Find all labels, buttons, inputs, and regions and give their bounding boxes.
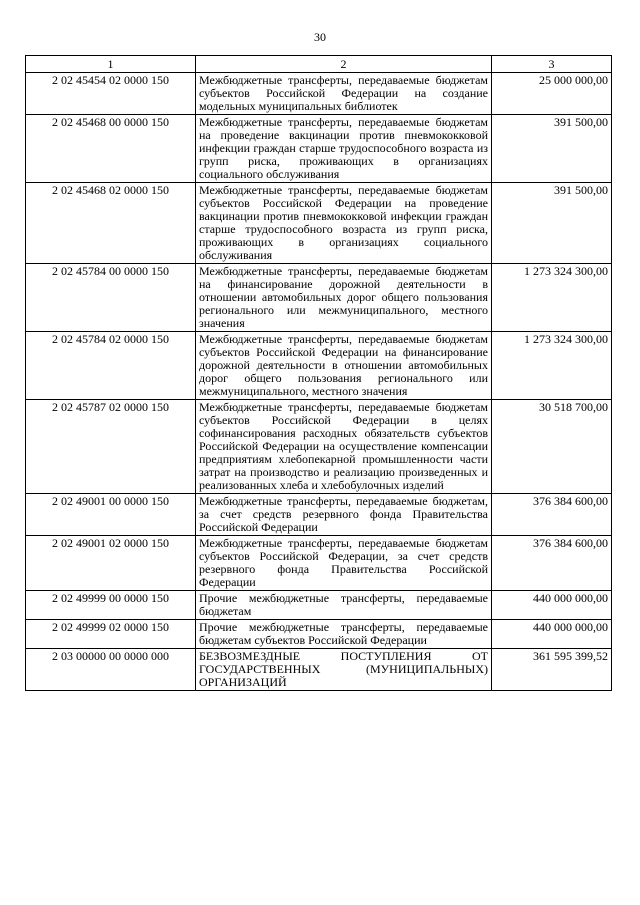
row-description: Межбюджетные трансферты, передаваемые бюджетам субъектов Российской Федерации на финансирование дорожной деятельности в отношении автомобильных дорог общего пользования регионального или межмуниципального, местного значения [196, 332, 492, 400]
row-amount: 361 595 399,52 [492, 649, 612, 691]
table-row [26, 73, 612, 115]
row-code: 2 02 49999 00 0000 150 [26, 591, 196, 620]
row-description: Межбюджетные трансферты, передаваемые бюджетам, за счет средств резервного фонда Правительства Российской Федерации [196, 494, 492, 536]
column-header-description: 2 [196, 56, 492, 73]
row-amount: 30 518 700,00 [492, 400, 612, 494]
table-row [26, 115, 612, 183]
row-description: Прочие межбюджетные трансферты, передаваемые бюджетам [196, 591, 492, 620]
row-amount: 1 273 324 300,00 [492, 264, 612, 332]
row-code: 2 02 45468 02 0000 150 [26, 183, 196, 264]
column-header-code: 1 [26, 56, 196, 73]
row-description: БЕЗВОЗМЕЗДНЫЕ ПОСТУПЛЕНИЯ ОТ ГОСУДАРСТВЕННЫХ (МУНИЦИПАЛЬНЫХ) ОРГАНИЗАЦИЙ [196, 649, 492, 691]
row-code: 2 02 45784 00 0000 150 [26, 264, 196, 332]
row-code: 2 02 49001 00 0000 150 [26, 494, 196, 536]
budget-revenue-table [25, 55, 612, 691]
row-description: Межбюджетные трансферты, передаваемые бюджетам субъектов Российской Федерации на создание модельных муниципальных библиотек [196, 73, 492, 115]
page-number: 30 [314, 30, 326, 44]
table-row [26, 494, 612, 536]
row-description: Прочие межбюджетные трансферты, передаваемые бюджетам субъектов Российской Федерации [196, 620, 492, 649]
row-amount: 25 000 000,00 [492, 73, 612, 115]
table-row [26, 264, 612, 332]
table-row [26, 332, 612, 400]
row-code: 2 02 49001 02 0000 150 [26, 536, 196, 591]
table-row [26, 400, 612, 494]
row-amount: 440 000 000,00 [492, 591, 612, 620]
row-amount: 391 500,00 [492, 115, 612, 183]
row-amount: 440 000 000,00 [492, 620, 612, 649]
row-code: 2 03 00000 00 0000 000 [26, 649, 196, 691]
row-code: 2 02 45468 00 0000 150 [26, 115, 196, 183]
table-row [26, 183, 612, 264]
row-amount: 376 384 600,00 [492, 536, 612, 591]
table-row [26, 591, 612, 620]
row-description: Межбюджетные трансферты, передаваемые бюджетам субъектов Российской Федерации, за счет средств резервного фонда Правительства Российской Федерации [196, 536, 492, 591]
row-code: 2 02 45787 02 0000 150 [26, 400, 196, 494]
row-description: Межбюджетные трансферты, передаваемые бюджетам на проведение вакцинации против пневмококковой инфекции граждан старше трудоспособного возраста из групп риска, проживающих в организациях социального обслуживания [196, 115, 492, 183]
table-row [26, 649, 612, 691]
row-code: 2 02 45784 02 0000 150 [26, 332, 196, 400]
row-code: 2 02 45454 02 0000 150 [26, 73, 196, 115]
table-row [26, 620, 612, 649]
row-amount: 391 500,00 [492, 183, 612, 264]
row-description: Межбюджетные трансферты, передаваемые бюджетам на финансирование дорожной деятельности в отношении автомобильных дорог общего пользования регионального или межмуниципального, местного значения [196, 264, 492, 332]
table-header-row [26, 56, 612, 73]
row-description: Межбюджетные трансферты, передаваемые бюджетам субъектов Российской Федерации в целях софинансирования расходных обязательств субъектов Российской Федерации на осуществление компенсации предприятиям хлебопекарной промышленности части затрат на производство и реализацию произведенных и реализованных хлеба и хлебобулочных изделий [196, 400, 492, 494]
row-code: 2 02 49999 02 0000 150 [26, 620, 196, 649]
row-amount: 1 273 324 300,00 [492, 332, 612, 400]
column-header-amount: 3 [492, 56, 612, 73]
row-amount: 376 384 600,00 [492, 494, 612, 536]
table-row [26, 536, 612, 591]
row-description: Межбюджетные трансферты, передаваемые бюджетам субъектов Российской Федерации на проведение вакцинации против пневмококковой инфекции граждан старше трудоспособного возраста из групп риска, проживающих в организациях социального обслуживания [196, 183, 492, 264]
